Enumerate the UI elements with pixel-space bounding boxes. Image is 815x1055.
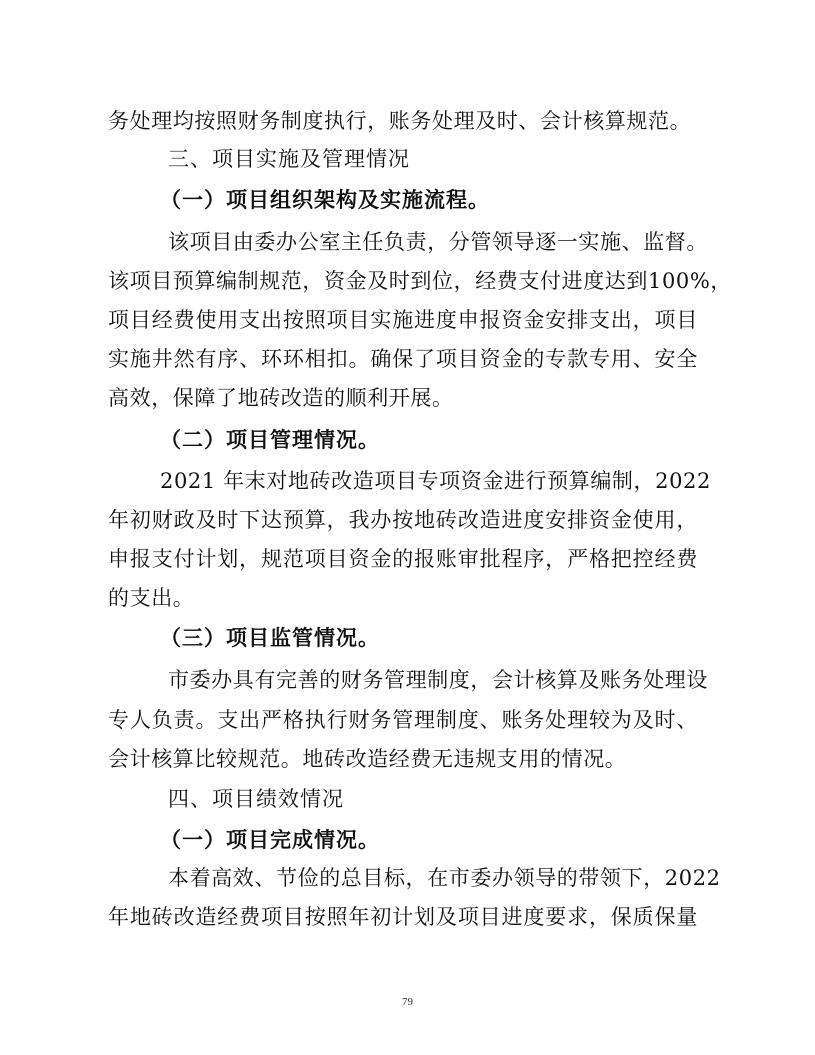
body-text-line: 实施井然有序、环环相扣。确保了项目资金的专款专用、安全 [108, 347, 698, 371]
body-text-line: 该项目预算编制规范，资金及时到位，经费支付进度达到100%， [108, 269, 733, 293]
section-heading: 三、项目实施及管理情况 [168, 147, 410, 171]
body-text-line: 市委办具有完善的财务管理制度，会计核算及账务处理设 [168, 668, 708, 692]
subsection-heading: （一）项目完成情况。 [160, 827, 380, 852]
body-text-line: 项目经费使用支出按照项目实施进度申报资金安排支出，项目 [108, 308, 698, 332]
subsection-heading: （二）项目管理情况。 [160, 427, 380, 452]
body-text-line: 会计核算比较规范。地砖改造经费无违规支用的情况。 [108, 747, 627, 771]
body-text-line: 务处理均按照财务制度执行，账务处理及时、会计核算规范。 [108, 109, 692, 133]
section-heading: 四、项目绩效情况 [168, 787, 344, 811]
body-text-line: 高效，保障了地砖改造的顺利开展。 [108, 386, 454, 410]
body-text-line: 年地砖改造经费项目按照年初计划及项目进度要求，保质保量 [108, 905, 698, 929]
body-text-line: 本着高效、节俭的总目标，在市委办领导的带领下，2022 [168, 866, 721, 890]
subsection-heading: （一）项目组织架构及实施流程。 [160, 187, 490, 212]
body-text-line: 申报支付计划，规范项目资金的报账审批程序，严格把控经费 [108, 547, 698, 571]
page-number: 79 [402, 996, 413, 1008]
body-text-line: 的支出。 [108, 586, 195, 610]
subsection-heading: （三）项目监管情况。 [160, 625, 380, 650]
body-text-line: 该项目由委办公室主任负责，分管领导逐一实施、监督。 [168, 230, 708, 254]
body-text-line: 年初财政及时下达预算，我办按地砖改造进度安排资金使用， [108, 508, 698, 532]
body-text-line: 专人负责。支出严格执行财务管理制度、账务处理较为及时、 [108, 708, 698, 732]
body-text-line: 2021 年末对地砖改造项目专项资金进行预算编制，2022 [160, 469, 711, 493]
